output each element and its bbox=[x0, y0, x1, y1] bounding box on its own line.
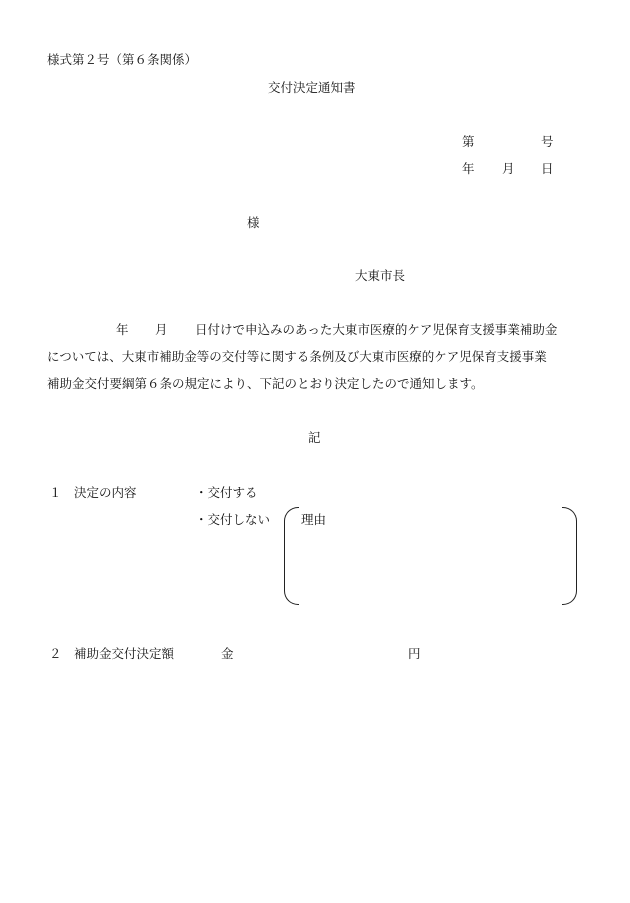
reason-bracket-right bbox=[562, 507, 577, 605]
recipient-suffix: 様 bbox=[247, 215, 260, 230]
option-grant: ・交付する bbox=[195, 485, 258, 500]
ki-heading: 記 bbox=[308, 430, 321, 445]
item1-label: 決定の内容 bbox=[74, 485, 137, 500]
date-month: 月 bbox=[502, 161, 515, 176]
amount-yen: 円 bbox=[408, 646, 421, 661]
doc-number-suffix: 号 bbox=[541, 134, 554, 149]
date-day: 日 bbox=[541, 161, 554, 176]
body-line-2: については、大東市補助金等の交付等に関する条例及び大東市医療的ケア児保育支援事業 bbox=[47, 349, 547, 364]
reason-label: 理由 bbox=[301, 512, 327, 527]
option-no-grant: ・交付しない bbox=[195, 512, 271, 527]
doc-number-prefix: 第 bbox=[462, 134, 475, 149]
issuer-name: 大東市長 bbox=[355, 268, 406, 283]
document-title: 交付決定通知書 bbox=[268, 80, 356, 95]
item1-number: １ bbox=[49, 485, 62, 500]
amount-kin: 金 bbox=[221, 646, 234, 661]
body-year: 年 bbox=[116, 322, 129, 337]
item2-number: ２ bbox=[49, 646, 62, 661]
reason-bracket-left bbox=[284, 507, 299, 605]
body-month: 月 bbox=[155, 322, 168, 337]
body-line-3: 補助金交付要綱第６条の規定により、下記のとおり決定したので通知します。 bbox=[47, 376, 484, 391]
body-line-1: 日付けで申込みのあった大東市医療的ケア児保育支援事業補助金 bbox=[195, 322, 558, 337]
form-number-label: 様式第２号（第６条関係） bbox=[47, 52, 198, 67]
date-year: 年 bbox=[462, 161, 475, 176]
item2-label: 補助金交付決定額 bbox=[74, 646, 175, 661]
